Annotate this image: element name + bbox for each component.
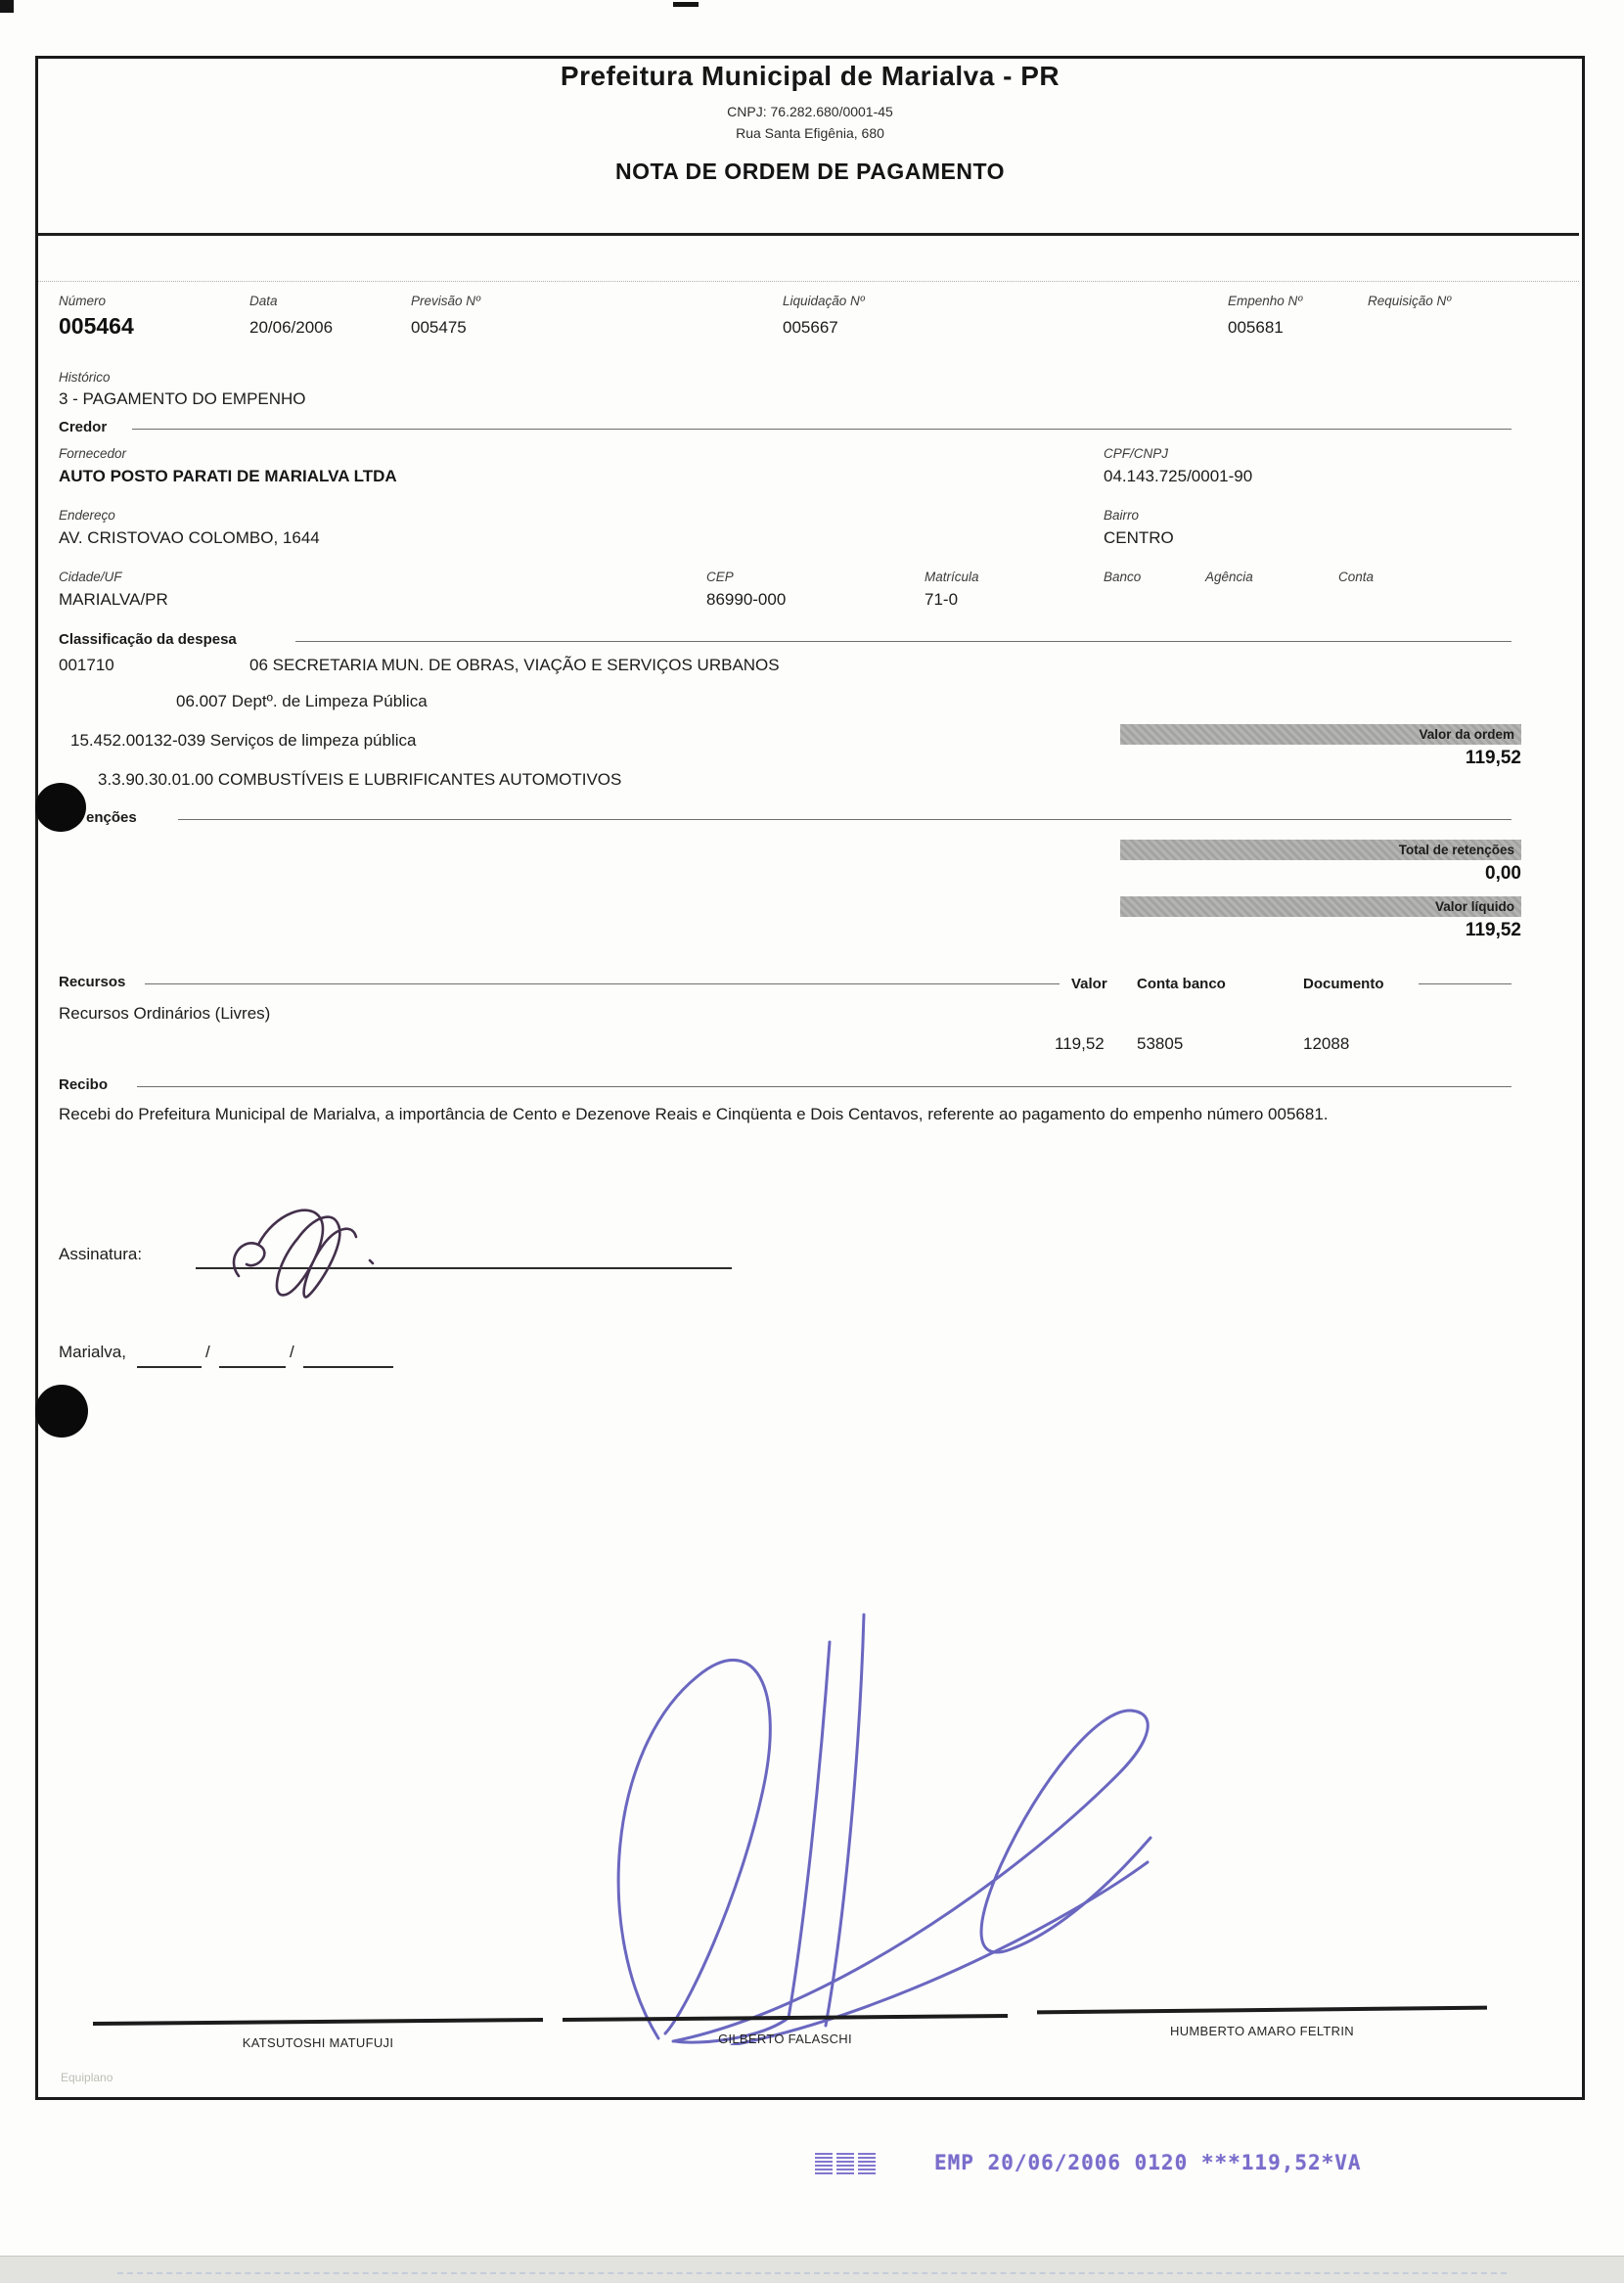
signature-scribble-large xyxy=(585,1603,1157,2045)
signature-name-3: HUMBERTO AMARO FELTRIN xyxy=(1170,2024,1354,2038)
classificacao-elemento: 3.3.90.30.01.00 COMBUSTÍVEIS E LUBRIFICANTES AUTOMOTIVOS xyxy=(98,770,622,789)
date-line-month xyxy=(219,1366,286,1368)
org-cnpj: CNPJ: 76.282.680/0001-45 xyxy=(727,104,893,119)
previsao-value: 005475 xyxy=(411,318,467,337)
total-retencoes-value: 0,00 xyxy=(1485,863,1521,884)
date-line-day xyxy=(137,1366,202,1368)
org-address: Rua Santa Efigênia, 680 xyxy=(736,125,884,141)
recursos-rule xyxy=(145,983,1060,984)
historico-label: Histórico xyxy=(59,370,111,385)
matricula-value: 71-0 xyxy=(925,590,959,609)
bairro-label: Bairro xyxy=(1104,508,1140,523)
classificacao-funcional: 15.452.00132-039 Serviços de limpeza pública xyxy=(70,731,417,750)
scan-artifact xyxy=(673,2,699,7)
signature-name-2: GILBERTO FALASCHI xyxy=(718,2032,852,2046)
cep-value: 86990-000 xyxy=(706,590,787,609)
classificacao-orgao: 06 SECRETARIA MUN. DE OBRAS, VIAÇÃO E SERVIÇOS URBANOS xyxy=(249,656,780,674)
stamp-text: EMP 20/06/2006 0120 ***119,52*VA xyxy=(934,2151,1362,2174)
liquidacao-value: 005667 xyxy=(783,318,838,337)
classificacao-section-label: Classificação da despesa xyxy=(59,631,237,648)
fornecedor-value: AUTO POSTO PARATI DE MARIALVA LTDA xyxy=(59,467,397,485)
numero-label: Número xyxy=(59,294,107,308)
recursos-rule-right xyxy=(1419,983,1511,984)
hole-punch-top xyxy=(35,783,86,832)
empenho-label: Empenho Nº xyxy=(1228,294,1303,308)
empenho-value: 005681 xyxy=(1228,318,1284,337)
credor-section-label: Credor xyxy=(59,419,108,435)
valor-liquido-value: 119,52 xyxy=(1465,920,1521,940)
bairro-value: CENTRO xyxy=(1104,528,1174,547)
date-slash-1: / xyxy=(205,1343,210,1361)
agencia-label: Agência xyxy=(1205,570,1253,584)
classificacao-code: 001710 xyxy=(59,656,114,674)
recibo-text: Recebi do Prefeitura Municipal de Marialva, a importância de Cento e Dezenove Reais e Cinqüenta e Dois Centavos, referente ao pagamento do empenho número 005681. xyxy=(59,1105,1329,1123)
header-divider xyxy=(38,233,1579,236)
signature-name-1: KATSUTOSHI MATUFUJI xyxy=(242,2035,394,2050)
recursos-section-label: Recursos xyxy=(59,974,126,990)
date-slash-2: / xyxy=(290,1343,294,1361)
conta-label: Conta xyxy=(1338,570,1375,584)
banco-label: Banco xyxy=(1104,570,1142,584)
fornecedor-label: Fornecedor xyxy=(59,446,127,461)
matricula-label: Matrícula xyxy=(925,570,979,584)
dotted-divider xyxy=(38,281,1579,282)
hole-punch-bottom xyxy=(35,1385,88,1438)
endereco-value: AV. CRISTOVAO COLOMBO, 1644 xyxy=(59,528,320,547)
endereco-label: Endereço xyxy=(59,508,115,523)
recurso-valor: 119,52 xyxy=(1055,1034,1105,1053)
cpf-cnpj-label: CPF/CNPJ xyxy=(1104,446,1169,461)
equiplano-watermark: Equiplano xyxy=(61,2071,113,2084)
recursos-conta-header: Conta banco xyxy=(1137,976,1226,992)
scan-edge-dashes xyxy=(117,2272,1507,2274)
recurso-conta: 53805 xyxy=(1137,1034,1184,1053)
assinatura-label: Assinatura: xyxy=(59,1245,143,1263)
cidade-uf-label: Cidade/UF xyxy=(59,570,122,584)
numero-value: 005464 xyxy=(59,313,134,339)
data-value: 20/06/2006 xyxy=(249,318,334,337)
recursos-valor-header: Valor xyxy=(1071,976,1107,992)
cpf-cnpj-value: 04.143.725/0001-90 xyxy=(1104,467,1253,485)
scan-edge-strip xyxy=(0,2256,1624,2283)
total-retencoes-badge: Total de retenções xyxy=(1120,840,1521,860)
recibo-rule xyxy=(137,1086,1511,1087)
scan-artifact xyxy=(0,0,14,13)
classificacao-depto: 06.007 Deptº. de Limpeza Pública xyxy=(176,692,428,710)
valor-ordem-badge: Valor da ordem xyxy=(1120,724,1521,745)
requisicao-label: Requisição Nº xyxy=(1368,294,1452,308)
data-label: Data xyxy=(249,294,278,308)
cidade-uf-value: MARIALVA/PR xyxy=(59,590,168,609)
liquidacao-label: Liquidação Nº xyxy=(783,294,865,308)
valor-liquido-badge: Valor líquido xyxy=(1120,896,1521,917)
recurso-nome: Recursos Ordinários (Livres) xyxy=(59,1004,271,1023)
cidade-data-label: Marialva, xyxy=(59,1343,126,1361)
historico-value: 3 - PAGAMENTO DO EMPENHO xyxy=(59,389,306,408)
recursos-documento-header: Documento xyxy=(1303,976,1384,992)
classificacao-rule xyxy=(295,641,1511,642)
cep-label: CEP xyxy=(706,570,734,584)
previsao-label: Previsão Nº xyxy=(411,294,480,308)
signature-scribble-small xyxy=(217,1196,413,1308)
retencoes-rule xyxy=(178,819,1511,820)
date-line-year xyxy=(303,1366,393,1368)
document-title: NOTA DE ORDEM DE PAGAMENTO xyxy=(614,159,1006,184)
credor-rule xyxy=(132,429,1511,430)
retencoes-section-label: enções xyxy=(86,809,137,826)
stamp-logo-icon xyxy=(815,2153,876,2174)
org-title: Prefeitura Municipal de Marialva - PR xyxy=(560,61,1060,91)
recibo-section-label: Recibo xyxy=(59,1076,109,1093)
recurso-documento: 12088 xyxy=(1303,1034,1350,1053)
valor-ordem-value: 119,52 xyxy=(1465,748,1521,768)
